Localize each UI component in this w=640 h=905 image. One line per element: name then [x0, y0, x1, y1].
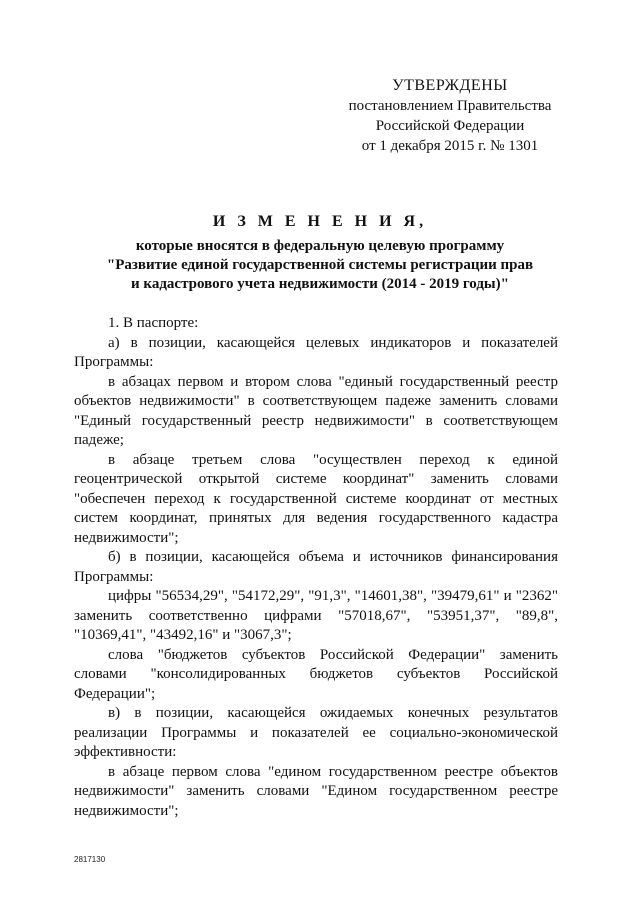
approval-heading: УТВЕРЖДЕНЫ	[392, 77, 508, 94]
document-title-block	[60, 212, 580, 294]
paragraph: в абзацах первом и втором слова "единый государственный реестр объектов недвижимости" в соответствующем падеже заменить словами "Единый государственный реестр недвижимости" в соответствующем падеже;	[74, 373, 558, 448]
paragraph: цифры "56534,29", "54172,29", "91,3", "14601,38", "39479,61" и "2362" заменить соответственно цифрами "57018,67", "53951,37", "89,8", "10369,41", "43492,16" и "3067,3";	[74, 588, 558, 643]
approval-line: постановлением Правительства	[348, 98, 552, 114]
document-subtitle-line: которые вносятся в федеральную целевую программу	[135, 238, 505, 254]
paragraph: слова "бюджетов субъектов Российской Федерации" заменить словами "консолидированных бюджетов субъектов Российской Федерации";	[74, 646, 558, 702]
paragraph: б) в позиции, касающейся объема и источников финансирования Программы:	[74, 549, 558, 585]
paragraph: а) в позиции, касающейся целевых индикаторов и показателей Программы:	[74, 334, 558, 370]
paragraph: в абзаце первом слова "едином государственном реестре объектов недвижимости" заменить словами "Едином государственном реестре недвижимости";	[74, 763, 558, 819]
paragraph: 1. В паспорте:	[108, 315, 199, 331]
document-number: 2817130	[74, 855, 106, 864]
paragraph: в) в позиции, касающейся ожидаемых конечных результатов реализации Программы и показателей ее социально-экономической эффективности:	[74, 705, 558, 760]
paragraph: в абзаце третьем слова "осуществлен переход к единой геоцентрической открытой системе координат" заменить словами "обеспечен переход к государственной системе координат от местных систем координат, принятых для ведения государственного кадастра недвижимости";	[74, 451, 558, 546]
document-subtitle-line: и кадастрового учета недвижимости (2014 - 2019 годы)"	[131, 276, 509, 292]
document-subtitle-line: "Развитие единой государственной системы регистрации прав	[106, 257, 534, 273]
approval-stamp	[300, 76, 600, 156]
document-title: И З М Е Н Е Н И Я,	[212, 213, 428, 230]
document-body	[74, 314, 558, 821]
approval-line: Российской Федерации	[375, 118, 525, 134]
approval-line: от 1 декабря 2015 г. № 1301	[361, 138, 539, 154]
